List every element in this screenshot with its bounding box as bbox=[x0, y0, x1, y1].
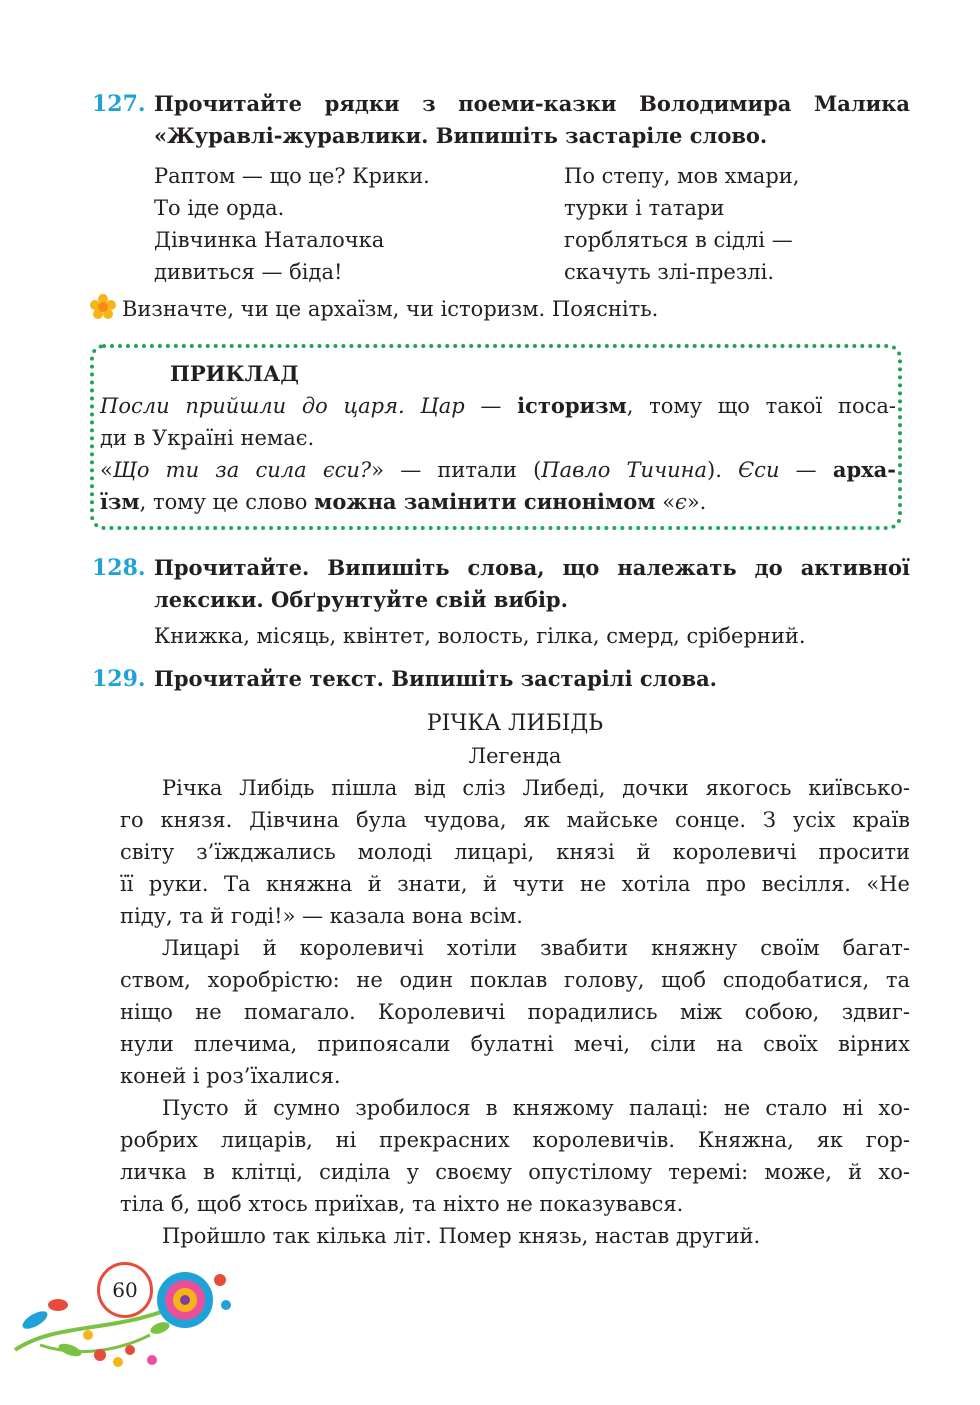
story-title: РІЧКА ЛИБІДЬ bbox=[426, 711, 604, 736]
story-line: Річка Либідь пішла від сліз Либеді, дочки якогось київсько- bbox=[162, 776, 910, 800]
story-line: піду, та й годі!» — казала вона всім. bbox=[120, 904, 523, 928]
story-line: нули плечима, припоясали булатні мечі, сіли на своїх вірних bbox=[120, 1032, 910, 1056]
story-line: тіла б, щоб хтось приїхав, та ніхто не показувався. bbox=[120, 1192, 684, 1216]
poem-line: скачуть злі-презлі. bbox=[564, 260, 775, 284]
exercise-127 bbox=[92, 88, 910, 152]
story-line: Лицарі й королевичі хотіли звабити княжну своїм багат- bbox=[162, 936, 910, 960]
example-dash: — bbox=[464, 394, 518, 418]
poem-line: По степу, мов хмари, bbox=[564, 164, 800, 188]
poem-left-column bbox=[154, 160, 430, 288]
exercise-129 bbox=[92, 663, 910, 695]
poem-line: горбляться в сідлі — bbox=[564, 228, 793, 252]
exercise-instruction-line: лексики. Обґрунтуйте свій вибір. bbox=[154, 587, 568, 612]
example-text-part: ). bbox=[707, 458, 739, 482]
story-line: робрих лицарів, ні прекрасних королевичів. Княжна, як гор- bbox=[120, 1128, 910, 1152]
example-text-part: » — питали ( bbox=[371, 458, 542, 482]
story-line: її руки. Та княжна й знати, й чути не хотіла про весілля. «Не bbox=[120, 872, 910, 896]
flower-icon bbox=[90, 294, 116, 320]
exercise-instruction-line: «Журавлі-журавлики. Випишіть застаріле слово. bbox=[154, 123, 768, 148]
example-line: ди в Україні немає. bbox=[100, 426, 315, 450]
exercise-instruction-line: Прочитайте текст. Випишіть застарілі слова. bbox=[154, 666, 717, 691]
example-text bbox=[100, 390, 896, 518]
example-title: ПРИКЛАД bbox=[170, 361, 299, 386]
story-subtitle: Легенда bbox=[468, 744, 562, 768]
quote-mark: « bbox=[655, 490, 676, 514]
example-line bbox=[100, 454, 896, 486]
story-line: Пусто й сумно зробилося в княжому палаці: не стало ні хо- bbox=[162, 1096, 910, 1120]
example-word: Єси bbox=[738, 458, 780, 482]
quote-mark: « bbox=[100, 458, 113, 482]
exercise-number: 129. bbox=[92, 666, 146, 692]
example-quote: Що ти за сила єси? bbox=[112, 458, 372, 482]
example-emphasis: можна замінити синонімом bbox=[314, 489, 656, 514]
quote-mark: ». bbox=[686, 490, 707, 514]
word-list: Книжка, місяць, квінтет, волость, гілка, смерд, сріберний. bbox=[154, 624, 806, 648]
task-text: Визначте, чи це архаїзм, чи історизм. Поясніть. bbox=[122, 297, 659, 321]
example-term: історизм bbox=[517, 393, 627, 418]
poem-line: турки і татари bbox=[564, 196, 725, 220]
example-text-part: , тому що такої поса- bbox=[626, 394, 896, 418]
example-term: їзм bbox=[100, 489, 140, 514]
story-line: го князя. Дівчина була чудова, як майське сонце. З усіх країв bbox=[120, 808, 910, 832]
example-line bbox=[100, 390, 896, 422]
story-line: світу з’їжджались молоді лицарі, князі й королевичі просити bbox=[120, 840, 910, 864]
poem-line: дивиться — біда! bbox=[154, 260, 343, 284]
exercise-instruction-line: Прочитайте. Випишіть слова, що належать до активної bbox=[154, 555, 910, 580]
story-text bbox=[120, 772, 910, 1252]
exercise-number: 127. bbox=[92, 91, 146, 117]
story-line: ніщо не помагало. Королевичі порадились між собою, здвиг- bbox=[120, 1000, 910, 1024]
poem-line: Дівчинка Наталочка bbox=[154, 228, 385, 252]
example-word: є bbox=[675, 490, 687, 514]
story-line: Пройшло так кілька літ. Помер князь, настав другий. bbox=[162, 1224, 761, 1248]
example-text-part: , тому це слово bbox=[139, 490, 315, 514]
poem-right-column bbox=[564, 160, 799, 288]
story-line: коней і роз’їхалися. bbox=[120, 1064, 341, 1088]
example-term: арха- bbox=[832, 457, 897, 482]
exercise-number: 128. bbox=[92, 555, 146, 581]
story-line: ством, хоробрістю: не один поклав голову, щоб сподобатися, та bbox=[120, 968, 910, 992]
exercise-instruction-line: Прочитайте рядки з поеми-казки Володимира Малика bbox=[154, 91, 910, 116]
page-number: 60 bbox=[97, 1262, 153, 1318]
example-author: Павло Тичина bbox=[541, 458, 708, 482]
poem-line: Раптом — що це? Крики. bbox=[154, 164, 430, 188]
exercise-128 bbox=[92, 552, 910, 616]
story-line: личка в клітці, сиділа у своєму опустілому теремі: може, й хо- bbox=[120, 1160, 910, 1184]
example-dash: — bbox=[779, 458, 833, 482]
example-line bbox=[100, 486, 896, 518]
example-italic: Посли прийшли до царя. Цар bbox=[100, 394, 465, 418]
task-line bbox=[90, 293, 658, 325]
poem-line: То іде орда. bbox=[154, 196, 285, 220]
